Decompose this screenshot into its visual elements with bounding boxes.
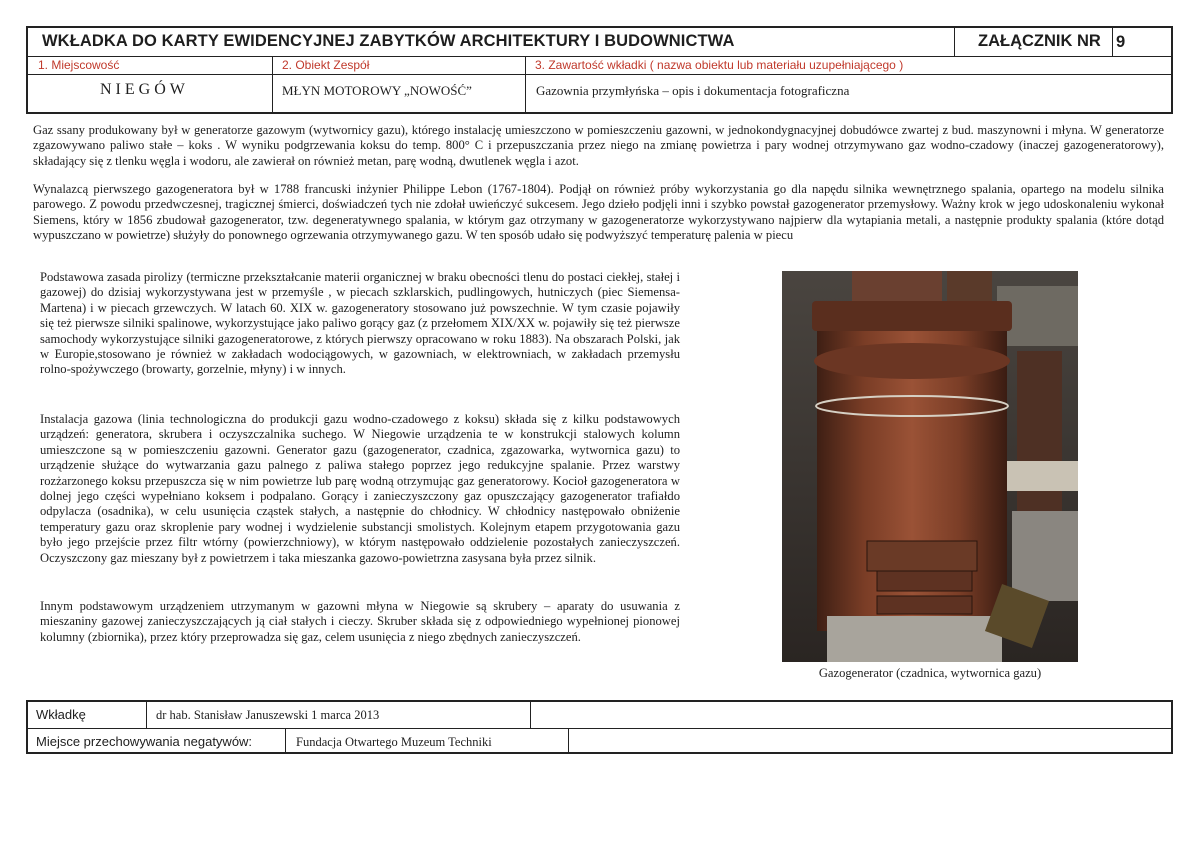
field-value-locality: NIEGÓW xyxy=(100,81,189,98)
divider xyxy=(146,702,147,728)
footer-table xyxy=(26,700,1173,754)
paragraph-intro: Gaz ssany produkowany był w generatorze gazowym (wytwornicy gazu), którego instalację umieszczono w pomieszczeniu gazowni, w jednokondygnacyjnej dobudówce zwartej z bud. maszynowni i młyna. W generatorze zgazowywano paliwo stałe – koks . W wyniku podgrzewania koksu do temp. 800° C i przepuszczania przez niego na zmianę powietrza i pary wodnej otrzymywano gaz wodno-czadowy (inaczej gazogeneratorowy), składający się z tlenku węgla i wodoru, ale zawierał on również metan, parę wodną, dwutlenek węgla i azot. xyxy=(33,123,1164,168)
annex-label: ZAŁĄCZNIK NR xyxy=(978,32,1101,50)
paragraph-pyrolysis: Podstawowa zasada pirolizy (termiczne przekształcanie materii organicznej w braku obecności tlenu do postaci ciekłej, stałej i gazowej) do dzisiaj wykorzystywana jest w przemyśle , w piecach szklarskich, pudlingowych, hutniczych (piec Siemensa-Martena) i w piecach grzewczych. W latach 60. XIX w. gazogeneratory stosowano już powszechnie. W tym czasie pojawiły się też pierwsze silniki spalinowe, wykorzystujące jako paliwo gorący gaz (z przełomem XIX/XX w. pojawiły się też pierwsze samochody wykorzystujące silniki gazogeneratorowe, z których pierwszy opracowano w roku 1883). Na obszarach Polski, jak w Europie,stosowano je również w zakładach wodociągowych, w gazowniach, w elektrowniach, w zakładach przemysłu rolno-spożywczego (browarty, gorzelnie, młyny) i w innych. xyxy=(40,270,680,377)
field-label-contents: 3. Zawartość wkładki ( nazwa obiektu lub materiału uzupełniającego ) xyxy=(535,58,904,72)
field-label-locality: 1. Miejscowość xyxy=(38,58,120,72)
footer-label-author: Wkładkę xyxy=(36,707,86,722)
document-title: WKŁADKA DO KARTY EWIDENCYJNEJ ZABYTKÓW ARCHITEKTURY I BUDOWNICTWA xyxy=(42,32,735,50)
divider xyxy=(285,728,286,752)
field-label-object: 2. Obiekt Zespół xyxy=(282,58,370,72)
field-value-object: MŁYN MOTOROWY „NOWOŚĆ” xyxy=(282,83,472,98)
divider xyxy=(272,56,273,112)
paragraph-history: Wynalazcą pierwszego gazogeneratora był w 1788 francuski inżynier Philippe Lebon (1767-1804). Podjął on również próby wykorzystania go dla napędu silnika wewnętrznego spalania, opartego na modelu silnika parowego. Z powodu przedwczesnej, tragicznej śmierci, doświadczeń tych nie zdołał uwieńczyć sukcesem. Jego dzieło podjęli inni i szybko powstał gazogenerator przemysłowy. Ważny krok w jego udoskonaleniu wykonał Siemens, który w 1856 zbudował gazogenerator, tzw. degeneratywnego spalania, w którym gaz otrzymany w gazogeneratorze wykorzystywano najpierw dla wytapiania metali, a następnie produkty spalania (które dotąd wypuszczano w powietrze) służyły do ponownego ogrzewania otrzymywanego gazu. W ten sposób udało się podwyższyć temperaturę palenia w piecu xyxy=(33,182,1164,243)
divider xyxy=(525,56,526,112)
photo-caption: Gazogenerator (czadnica, wytwornica gazu) xyxy=(818,666,1042,680)
divider xyxy=(28,728,1171,729)
annex-number: 9 xyxy=(1112,28,1125,56)
paragraph-installation: Instalacja gazowa (linia technologiczna do produkcji gazu wodno-czadowego z koksu) składa się z kilku podstawowych urządzeń: generatora, skrubera i oczyszczalnika suchego. W Niegowie urządzenia te w konstrukcji stalowych kolumn umieszczone są w pomieszczeniu gazowni. Generator gazu (gazogenerator, czadnica, zgazowarka, wytwornica gazu) to urządzenie służące do wytwarzania gazu palnego z paliwa stałego poprzez jego redukcyjne spalanie. Przez warstwy rozżarzonego koksu przepuszcza się w nim powietrze lub parę wodną otrzymując gaz generatorowy. Kocioł gazogeneratora w dolnej jego części wypełniano koksem i podpalano. Gorący i zanieczyszczony gaz opuszczający gazogenerator trafiałdo odpylacza (osadnika), w celu usunięcia cząstek stałych, a następnie do chłodnicy. W chłodnicy następowało obniżenie temperatury gazu oraz skroplenie pary wodnej i wydzielenie substancji smolistych. Kolejnym etapem przygotowania gazu było jego przejście przez filtr wtórny (powierzchniowy), w którym następowało oddzielenie pozostałych zanieczyszczeń. Oczyszczony gaz mieszany był z powietrzem i taka mieszanka gazowo-powietrzna zasysana była przez silnik. xyxy=(40,412,680,565)
footer-value-author: dr hab. Stanisław Januszewski 1 marca 2013 xyxy=(156,708,380,722)
paragraph-scrubbers: Innym podstawowym urządzeniem utrzymanym w gazowni młyna w Niegowie są skrubery – aparaty do usuwania z mieszaniny gazowej zanieczyszczających ją ciał stałych i cieczy. Skruber składa się z odpowiedniego wypełnionej pionowej kolumny (zbiornika), przez który przeprowadza się gaz, celem usunięcia z niego zbędnych zanieczyszczeń. xyxy=(40,599,680,644)
gas-generator-photo xyxy=(782,271,1078,662)
field-value-contents: Gazownia przymłyńska – opis i dokumentacja fotograficzna xyxy=(536,83,850,98)
footer-value-negatives: Fundacja Otwartego Muzeum Techniki xyxy=(296,735,492,749)
divider xyxy=(530,702,531,728)
header-table xyxy=(26,26,1173,114)
divider xyxy=(954,28,955,56)
divider xyxy=(568,728,569,752)
footer-label-negatives: Miejsce przechowywania negatywów: xyxy=(36,734,253,749)
